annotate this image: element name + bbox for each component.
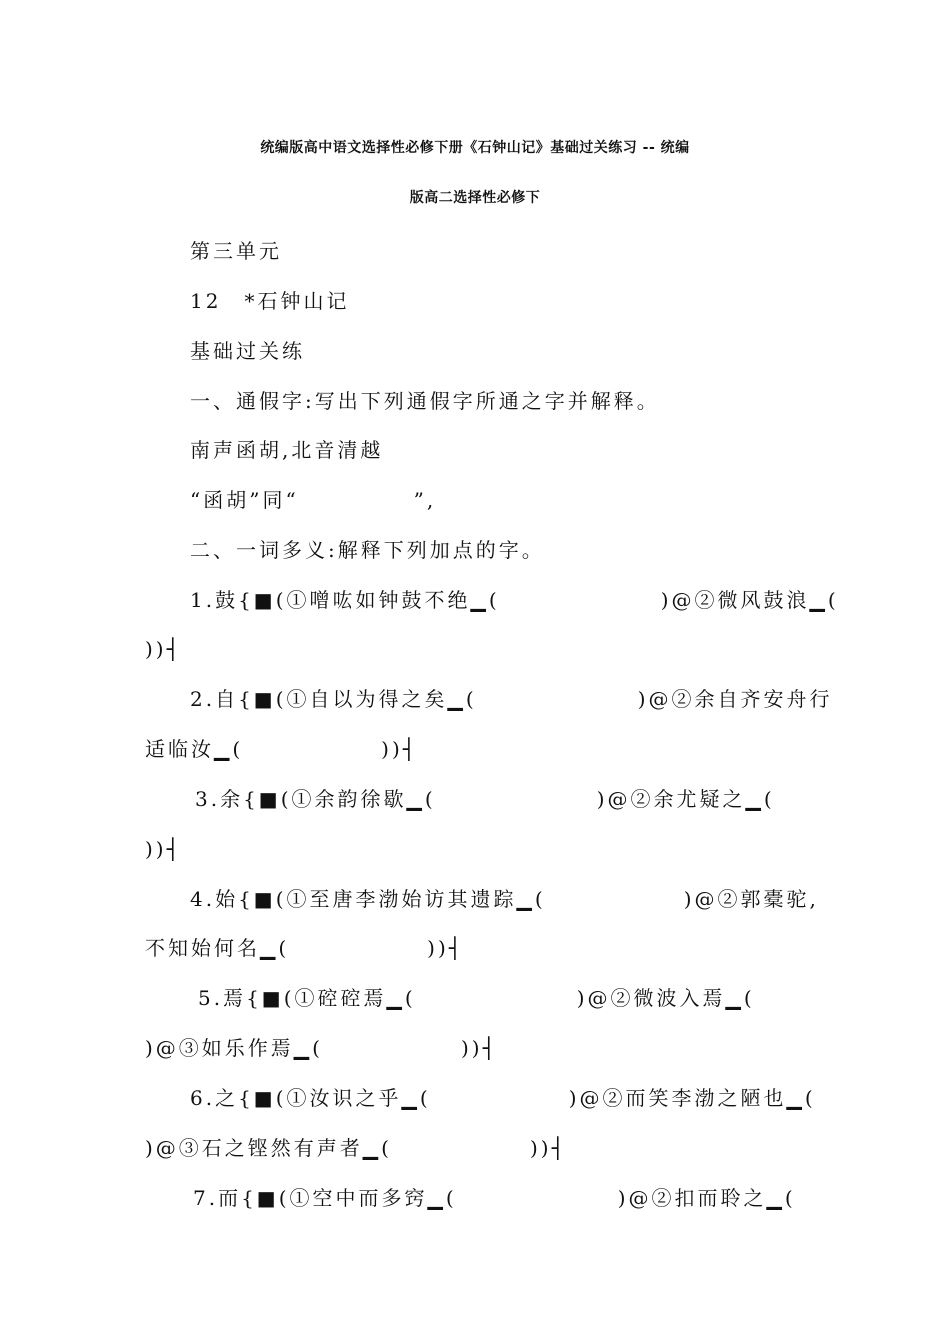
item-4-line-1: 4.始{■(①至唐李渤始访其遗踪▁( )@②郭橐驼,	[190, 887, 819, 911]
document-title-line-1: 统编版高中语文选择性必修下册《石钟山记》基础过关练习 -- 统编	[260, 140, 690, 156]
item-6-line-1: 6.之{■(①汝识之乎▁( )@②而笑李渤之陋也▁(	[190, 1086, 816, 1110]
question-1-sentence: 南声函胡,北音清越	[190, 438, 384, 462]
item-2-line-1: 2.自{■(①自以为得之矣▁( )@②余自齐安舟行	[190, 687, 833, 711]
document-title-line-2: 版高二选择性必修下	[409, 190, 541, 206]
lesson-heading: 12 *石钟山记	[190, 289, 350, 313]
question-1-heading: 一、通假字:写出下列通假字所通之字并解释。	[190, 389, 660, 413]
item-1-line-2: ))┤	[145, 637, 182, 661]
item-7-line-1: 7.而{■(①空中而多窍▁( )@②扣而聆之▁(	[193, 1186, 796, 1210]
question-2-heading: 二、一词多义:解释下列加点的字。	[190, 538, 545, 562]
section-heading: 基础过关练	[190, 339, 305, 363]
question-1-answer-line: “函胡”同“ ”,	[190, 488, 437, 512]
item-4-line-2: 不知始何名▁( ))┤	[145, 936, 464, 960]
item-3-line-2: ))┤	[145, 837, 182, 861]
item-6-line-2: )@③石之铿然有声者▁( ))┤	[145, 1136, 567, 1160]
item-5-line-2: )@③如乐作焉▁( ))┤	[145, 1036, 498, 1060]
item-1-line-1: 1.鼓{■(①噌吰如钟鼓不绝▁( )@②微风鼓浪▁(	[190, 588, 839, 612]
item-3-line-1: 3.余{■(①余韵徐歇▁( )@②余尤疑之▁(	[195, 787, 775, 811]
item-5-line-1: 5.焉{■(①硿硿焉▁( )@②微波入焉▁(	[198, 986, 755, 1010]
item-2-line-2: 适临汝▁( ))┤	[145, 737, 418, 761]
unit-heading: 第三单元	[190, 239, 282, 263]
